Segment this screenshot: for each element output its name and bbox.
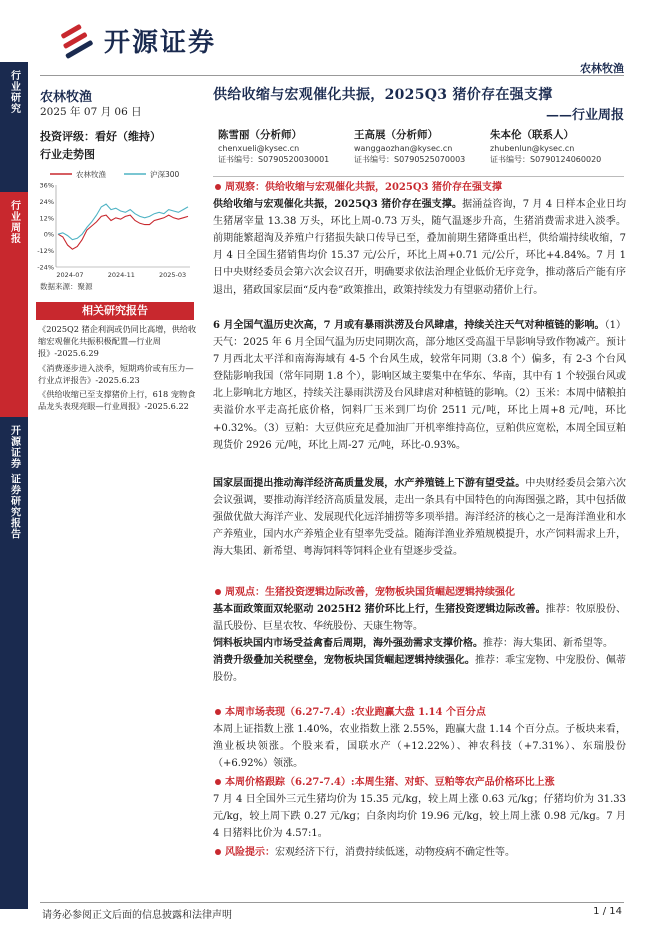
section-heading	[213, 774, 626, 791]
analyst-name: 陈雪丽（分析师）	[218, 129, 302, 141]
bullet-icon	[215, 849, 221, 855]
section-market-performance	[213, 704, 626, 772]
side-strip-research-label: 行业研究	[8, 70, 20, 114]
paragraph-text: 本周上证指数上涨 1.40%，农业指数上涨 2.55%，跑赢大盘 1.14 个百分点。子板块来看，渔业板块领涨。个股来看，国联水产（+12.22%）、神农科技（+7.31%）、东瑞股份（+6.92%）领涨。	[213, 724, 626, 770]
x-tick-label: 2024-11	[107, 271, 135, 279]
paragraph-lead: 饲料板块国内市场受益禽畜后周期，海外强劲需求支撑价格。	[213, 638, 483, 650]
paragraph-text: 推荐：牧原股份、温氏股份、巨星农牧、华统股份、天康生物等。	[213, 604, 627, 633]
paragraph-lead: 供给收缩与宏观催化共振，2025Q3 猪价存在强支撑。	[213, 199, 463, 211]
analyst-card	[218, 130, 354, 166]
paragraph-text: 推荐：海大集团、新希望等。	[483, 638, 613, 650]
section-paragraph	[213, 791, 626, 842]
side-strip-weekly	[0, 192, 28, 417]
section-paragraph	[213, 721, 626, 772]
x-tick-label: 2024-07	[56, 271, 84, 279]
analyst-name: 朱本伦（联系人）	[490, 129, 574, 141]
analyst-card	[354, 130, 490, 166]
x-tick-label: 2025-03	[159, 271, 187, 279]
side-strip-brand-label: 开源证券 证券研究报告	[8, 425, 20, 540]
logo-mark-icon	[58, 21, 98, 59]
paragraph-text: 7 月 4 日全国外三元生猪均价为 15.35 元/kg，较上周上涨 0.63 元/kg；仔猪均价为 31.33 元/kg，较上周下跌 0.27 元/kg；白条肉均价 19.96 元/kg，较上周上涨 0.98 元/kg。7 月 4 日猪料比价为 4.57:1。	[213, 794, 626, 840]
report-title: 供给收缩与宏观催化共振，2025Q3 猪价存在强支撑	[213, 87, 553, 103]
analyst-name: 王高展（分析师）	[354, 129, 438, 141]
paragraph-lead: 国家层面提出推动海洋经济高质量发展，水产养殖链上下游有望受益。	[213, 478, 526, 489]
side-strip-research	[0, 62, 28, 192]
analyst-cert: 证书编号：S0790525070003	[354, 155, 466, 164]
footer-disclaimer: 请务必参阅正文后面的信息披露和法律声明	[42, 910, 232, 921]
y-tick-label: -12%	[37, 247, 54, 256]
related-report-item[interactable]: 《供给收缩已至支撑猪价上行，618 宠物食品龙头表现亮眼—行业周报》-2025.6.22	[38, 389, 196, 412]
section-heading	[213, 179, 626, 196]
paragraph-text: 据涌益咨询，7 月 4 日样本企业日均生猪屠宰量 13.38 万头，环比上周-0.73 万头，随气温逐步升高，生猪消费需求进入淡季。前期能繁超淘及养殖户行猪损失缺口传导已至，叠加前期生猪降重出栏，供给端持续收缩，7 月 4 日全国生猪销售均价 15.37 元/公斤，环比上周+0.71 元/公斤，环比+4.84%。7 月 1 日中央财经委员会第六次会议召开，明确要求依法治理企业低价无序竞争，推动落后产能有序退出，猪政国家层面“反内卷”政策推出，政策持续发力有望驱动猪价上行。	[213, 199, 627, 296]
section-heading-text: 周观察：供给收缩与宏观催化共振，2025Q3 猪价存在强支撑	[225, 182, 502, 193]
paragraph-text: （1）天气：2025 年 6 月全国气温为历史同期次高，部分地区受高温干旱影响导致作物减产。预计 7 月西北太平洋和南海海域有 4-5 个台风生成，较常年同期（3.8 个）偏多，有 2-3 个台风登陆影响我国（常年同期 1.8 个），影响区域主要集中在华东、华南，其中有 1 个较强台风或北上影响北方地区，持续关注暴雨洪涝及台风肆虐对种植链的影响。（2）玉米：本周中储粮拍卖溢价水平走高托底价格，饲料厂玉米到厂均价 2511 元/吨，环比上周+8 元/吨，环比+0.32%。（3）豆粕：大豆供应充足叠加油厂开机率维持高位，豆粕供应宽松，本周全国豆粕现货价 2926 元/吨，环比上周-27 元/吨，环比-0.93%。	[213, 320, 626, 451]
section-weekly-view	[213, 584, 626, 687]
series-line	[58, 215, 188, 249]
bullet-icon	[215, 709, 221, 715]
bullet-icon	[215, 589, 221, 595]
section-weekly-observation	[213, 179, 626, 299]
side-strip-weekly-label: 行业周报	[8, 200, 20, 244]
side-strip-brand	[0, 417, 28, 909]
analyst-email[interactable]: zhubenlun@kysec.cn	[490, 143, 575, 153]
section-price-tracking	[213, 774, 626, 842]
report-date: 2025 年 07 月 06 日	[40, 106, 142, 118]
paragraph-lead: 6 月全国气温历史次高，7 月或有暴雨洪涝及台风肆虐，持续关注天气对种植链的影响。	[213, 320, 605, 331]
report-subtitle: ——行业周报	[545, 108, 624, 123]
series-line	[58, 204, 188, 240]
company-logo	[58, 20, 216, 60]
section-heading	[213, 704, 626, 721]
section-heading-text: 周观点：生猪投资逻辑边际改善，宠物板块国货崛起逻辑持续强化	[225, 587, 515, 598]
section-heading-text: 风险提示：	[225, 847, 275, 858]
section-marine-economy	[213, 475, 626, 560]
legend-label: 农林牧渔	[76, 170, 106, 179]
analyst-cert: 证书编号：S0790520030001	[218, 155, 330, 164]
paragraph-lead: 基本面政策面双轮驱动 2025H2 猪价环比上行，生猪投资逻辑边际改善。	[213, 604, 546, 616]
chart-source: 数据来源：聚源	[40, 282, 93, 291]
analyst-email[interactable]: wanggaozhan@kysec.cn	[354, 143, 453, 153]
section-paragraph	[213, 601, 626, 635]
y-tick-label: 24%	[39, 197, 54, 206]
header-industry-tag: 农林牧渔	[580, 62, 624, 75]
related-reports-header: 相关研究报告	[36, 302, 194, 320]
analyst-email[interactable]: chenxueli@kysec.cn	[218, 143, 300, 153]
page-number: 1 / 14	[593, 906, 622, 917]
y-tick-label: -24%	[37, 263, 54, 272]
section-heading	[213, 584, 626, 601]
related-report-item[interactable]: 《2025Q2 猪企利润或仍同比高增，供给收缩宏观催化共振积极配置—行业周报》-2025.6.29	[38, 324, 197, 359]
section-weather	[213, 317, 626, 454]
section-paragraph	[213, 652, 626, 686]
paragraph-text: 中央财经委员会第六次会议强调，要推动海洋经济高质量发展，走出一条具有中国特色的向海图强之路，其中包括做强做优做大海洋产业、发展现代化远洋捕捞等多项举措。海洋经济的核心之一是海洋渔业和水产养殖业，国内水产养殖企业有望率先受益。随海洋渔业养殖规模提升，水产饲料需求上升，海大集团、新希望、粤海饲料等饲料企业有望逐步受益。	[213, 478, 627, 558]
trend-chart-title: 行业走势图	[40, 148, 95, 161]
analyst-cert: 证书编号：S0790124060020	[490, 155, 602, 164]
trend-chart-svg	[36, 165, 194, 283]
paragraph-lead: 消费升级叠加关税壁垒，宠物板块国货崛起逻辑持续强化。	[213, 655, 475, 667]
section-paragraph	[213, 635, 626, 652]
bullet-icon	[215, 184, 221, 190]
bullet-icon	[215, 779, 221, 785]
legend-label: 沪深300	[150, 170, 180, 179]
y-tick-label: 12%	[39, 214, 54, 223]
footer-divider	[40, 902, 624, 903]
section-paragraph	[213, 475, 626, 560]
section-heading-text: 本周市场表现（6.27-7.4）:农业跑赢大盘 1.14 个百分点	[225, 707, 486, 718]
y-tick-label: 36%	[39, 181, 54, 190]
analyst-divider	[213, 176, 624, 177]
y-tick-label: 0%	[43, 230, 54, 239]
analyst-row	[218, 130, 626, 166]
related-report-item[interactable]: 《消费逐步进入淡季，短期鸡价或有压力—行业点评报告》-2025.6.23	[38, 362, 194, 385]
section-risk-warning	[213, 844, 626, 861]
header-divider	[40, 75, 624, 76]
industry-trend-chart	[36, 165, 194, 283]
related-reports-list	[38, 323, 198, 414]
paragraph-text: 宏观经济下行，消费持续低迷，动物疫病不确定性等。	[275, 847, 515, 858]
logo-text: 开源证券	[104, 27, 217, 58]
paragraph-text: 推荐：乖宝宠物、中宠股份、佩蒂股份。	[213, 655, 627, 684]
section-heading-text: 本周价格跟踪（6.27-7.4）:本周生猪、对虾、豆粕等农产品价格环比上涨	[225, 777, 555, 788]
section-paragraph	[213, 317, 626, 454]
investment-rating: 投资评级：看好（维持）	[40, 130, 161, 143]
industry-name: 农林牧渔	[40, 90, 93, 105]
analyst-card	[490, 130, 626, 166]
section-paragraph	[213, 196, 626, 299]
section-heading	[213, 847, 275, 858]
section-paragraph	[213, 844, 626, 861]
